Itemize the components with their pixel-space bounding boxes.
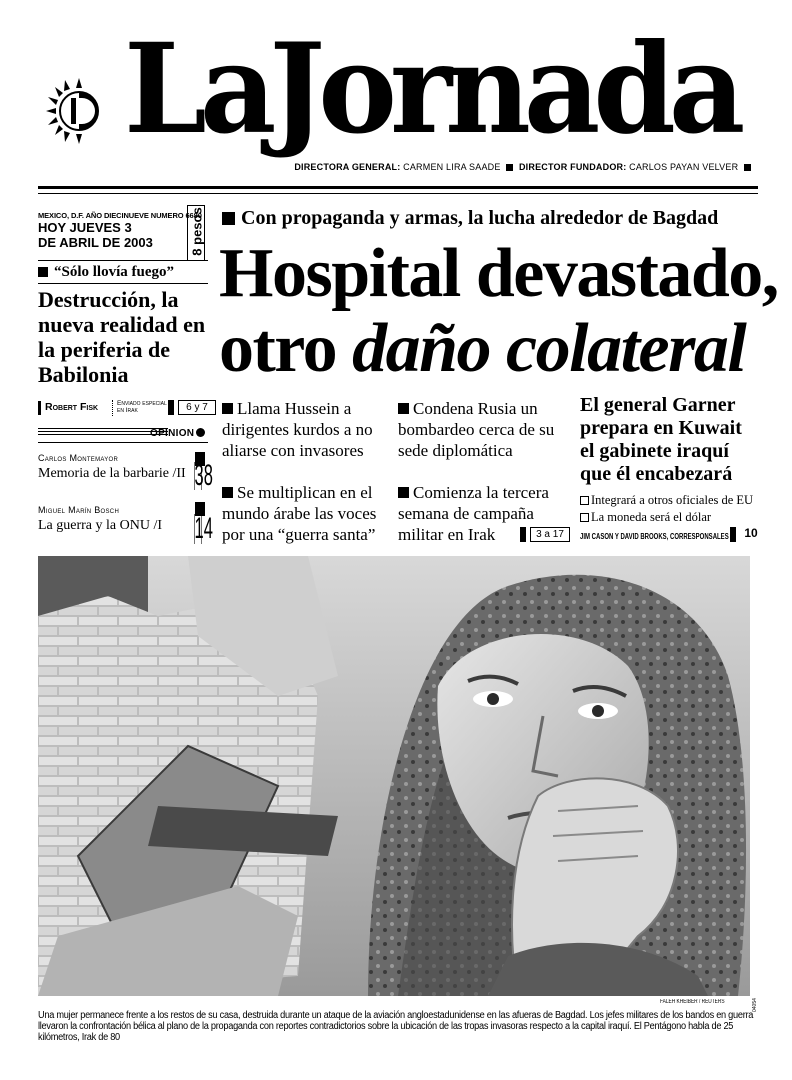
- price-box: [187, 205, 205, 261]
- opinion-label: OPINION: [150, 428, 195, 439]
- masthead-rule-thin: [38, 193, 758, 194]
- brief-2[interactable]: [398, 398, 563, 461]
- directora-name: CARMEN LIRA SAADE: [403, 162, 501, 172]
- page-tag-icon: [520, 527, 526, 542]
- headline-line-1: Hospital devastado,: [219, 235, 778, 312]
- left-rule: [38, 260, 208, 261]
- masthead-rule: [38, 186, 758, 189]
- main-kicker[interactable]: [222, 207, 718, 230]
- page-tag-icon: [168, 400, 174, 415]
- byline-mark: [38, 401, 41, 415]
- opinion-dot-icon: [196, 428, 205, 437]
- staff-line: [294, 162, 754, 172]
- square-bullet-icon: [398, 487, 409, 498]
- issue-number: MEXICO, D.F. AÑO DIECINUEVE NUMERO 6680: [38, 211, 202, 220]
- deck-2: La moneda será el dólar: [591, 510, 712, 524]
- woman-photo-illustration: [38, 556, 750, 996]
- square-bullet-icon: [222, 487, 233, 498]
- opinion-page-1[interactable]: 38: [194, 459, 213, 492]
- issue-dateline: [38, 211, 208, 259]
- box-bullet-icon: [580, 496, 589, 505]
- square-bullet-icon: [398, 403, 409, 414]
- left-story-page-ref[interactable]: 6 y 7: [178, 400, 216, 415]
- opinion-header: [150, 428, 205, 439]
- left-rule: [38, 283, 208, 284]
- deck-1: Integrará a otros oficiales de EU: [591, 493, 754, 507]
- brief-2-text: Condena Rusia un bombardeo cerca de su sede diplomática: [398, 399, 555, 460]
- headline-italic: daño colateral: [352, 310, 746, 387]
- right-story-credit: JIM CASON Y DAVID BROOKS, CORRESPONSALES: [580, 532, 729, 541]
- square-bullet-icon: [222, 212, 235, 225]
- left-kicker-text: “Sólo llovía fuego”: [54, 264, 175, 280]
- opinion-title-2[interactable]: La guerra y la ONU /I: [38, 518, 163, 533]
- directora-label: DIRECTORA GENERAL:: [294, 162, 401, 172]
- photo-side-tag: 04054: [752, 998, 758, 1012]
- masthead: [38, 15, 758, 180]
- brief-3[interactable]: [222, 482, 387, 545]
- headline-plain: otro: [219, 310, 353, 387]
- right-story-deck: [580, 492, 762, 526]
- square-bullet-icon: [38, 267, 48, 277]
- right-story-page: 10: [744, 526, 758, 540]
- square-bullet-icon: [744, 164, 751, 171]
- fundador-name: CARLOS PAYAN VELVER: [629, 162, 739, 172]
- brief-3-text: Se multiplican en el mundo árabe las voces por una “guerra santa”: [222, 483, 377, 544]
- left-story-byline: [38, 400, 208, 416]
- opinion-rule: [38, 442, 208, 443]
- logo-wordmark: LaJornada: [124, 15, 739, 162]
- brief-4-text: Comienza la tercera semana de campaña militar en Irak: [398, 483, 549, 544]
- author-role: [117, 400, 167, 414]
- issue-date: DE ABRIL DE 2003: [38, 235, 153, 250]
- opinion-author-2: Miguel Marín Bosch: [38, 505, 120, 515]
- photo-credit: FALEH KHEIBER / REUTERS: [660, 999, 725, 1005]
- author-name: Robert Fisk: [45, 401, 99, 413]
- opinion-page-2[interactable]: 14: [194, 512, 213, 545]
- brief-1[interactable]: [222, 398, 387, 461]
- right-story-headline[interactable]: El general Garner prepara en Kuwait el gabinete iraquí que él encabezará: [580, 394, 742, 485]
- photo-caption: Una mujer permanece frente a los restos de su casa, destruida durante un ataque de la aviación angloestadunidense en las afueras de Bagdad. Los jefes militares de los bandos en guerra llevaron la confrontación bélica al plano de la propaganda con reportes contradictorios sobre la ubicación de las tropas invasoras respecto a la capital iraquí. El Pentágono habla de 25 kilómetros, Irak de 80: [38, 1010, 754, 1043]
- page-tag-icon: [730, 527, 736, 542]
- fundador-label: DIRECTOR FUNDADOR:: [518, 162, 627, 172]
- headline-line-2: [219, 311, 759, 386]
- opinion-title-1[interactable]: Memoria de la barbarie /II: [38, 466, 186, 481]
- briefs-page: 3 a 17: [530, 527, 570, 542]
- author-role-line1: Enviado especial: [117, 400, 167, 407]
- left-story-kicker[interactable]: [38, 264, 174, 281]
- author-role-line2: en Irak: [117, 407, 138, 414]
- main-kicker-text: Con propaganda y armas, la lucha alrededor de Bagdad: [241, 207, 719, 229]
- price: 8 pesos: [189, 207, 205, 256]
- brief-1-text: Llama Hussein a dirigentes kurdos a no aliarse con invasores: [222, 399, 373, 460]
- sun-logo-icon: [38, 70, 120, 152]
- opinion-rules: [38, 428, 168, 437]
- left-story-headline[interactable]: Destrucción, la nueva realidad en la periferia de Babilonia: [38, 287, 206, 387]
- byline-separator: [112, 400, 113, 416]
- box-bullet-icon: [580, 513, 589, 522]
- square-bullet-icon: [506, 164, 513, 171]
- square-bullet-icon: [222, 403, 233, 414]
- opinion-author-1: Carlos Montemayor: [38, 453, 119, 463]
- lead-photo[interactable]: [38, 556, 750, 996]
- main-headline[interactable]: [219, 235, 778, 387]
- issue-day: HOY JUEVES 3: [38, 220, 132, 235]
